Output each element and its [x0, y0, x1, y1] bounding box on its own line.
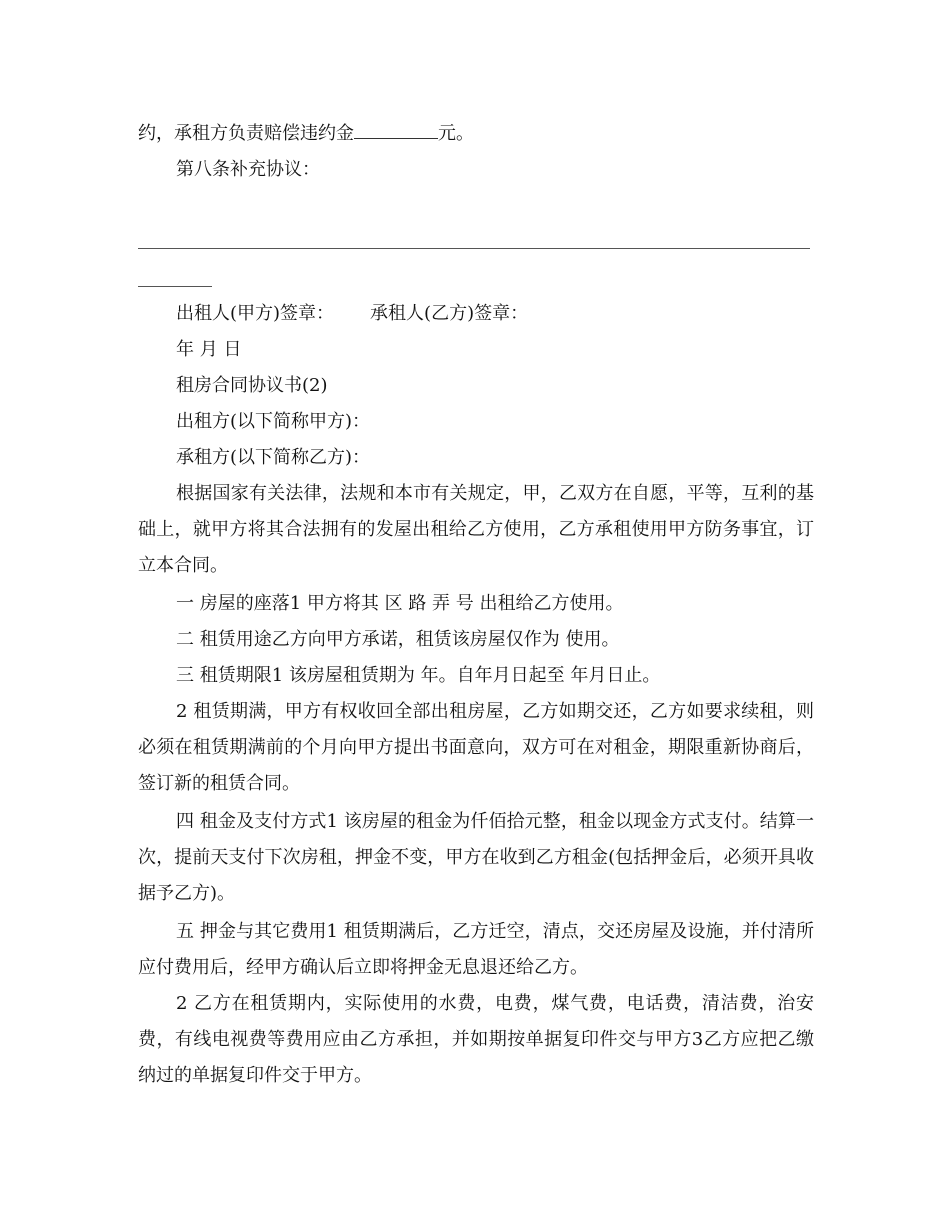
lessor-signature-label: 出租人(甲方)签章：	[176, 303, 335, 324]
supplement-blank-line-end	[138, 286, 212, 287]
penalty-unit: 元。	[438, 123, 474, 144]
article-5: 五 押金与其它费用1 租赁期满后，乙方迁空，清点，交还房屋及设施，并付清所应付费用后，经甲方确认后立即将押金无息退还给乙方。	[138, 921, 814, 978]
party-b-line: 承租方(以下简称乙方)：	[176, 447, 371, 468]
penalty-clause	[138, 116, 814, 152]
article-2: 二 租赁用途乙方向甲方承诺，租赁该房屋仅作为 使用。	[176, 629, 620, 650]
party-a-line: 出租方(以下简称甲方)：	[176, 411, 371, 432]
article-5-item-2: 2 乙方在租赁期内，实际使用的水费，电费，煤气费，电话费，清洁费，治安费，有线电视费等费用应由乙方承担，并如期按单据复印件交与甲方3乙方应把乙缴纳过的单据复印件交于甲方。	[138, 993, 814, 1086]
article-1: 一 房屋的座落1 甲方将其 区 路 弄 号 出租给乙方使用。	[176, 593, 624, 614]
contract-title: 租房合同协议书(2)	[176, 375, 328, 396]
article-4: 四 租金及支付方式1 该房屋的租金为仟佰拾元整，租金以现金方式支付。结算一次，提前天支付下次房租，押金不变，甲方在收到乙方租金(包括押金后，必须开具收据予乙方)。	[138, 811, 814, 904]
article-3: 三 租赁期限1 该房屋租赁期为 年。自年月日起至 年月日止。	[176, 665, 661, 686]
supplement-blank-line	[138, 248, 810, 249]
article-3-item-2: 2 租赁期满，甲方有权收回全部出租房屋，乙方如期交还，乙方如要求续租，则必须在租赁期满前的个月向甲方提出书面意向，双方可在对租金，期限重新协商后，签订新的租赁合同。	[138, 701, 814, 794]
penalty-amount-blank	[354, 120, 438, 139]
lessee-signature-label: 承租人(乙方)签章：	[370, 303, 529, 324]
penalty-text: 约，承租方负责赔偿违约金	[138, 123, 354, 144]
signature-line	[138, 296, 814, 332]
intro-paragraph: 根据国家有关法律，法规和本市有关规定，甲，乙双方在自愿，平等，互利的基础上，就甲方将其合法拥有的发屋出租给乙方使用，乙方承租使用甲方防务事宜，订立本合同。	[138, 483, 814, 576]
date-line: 年 月 日	[176, 339, 242, 360]
article-8-heading: 第八条补充协议：	[176, 159, 320, 180]
